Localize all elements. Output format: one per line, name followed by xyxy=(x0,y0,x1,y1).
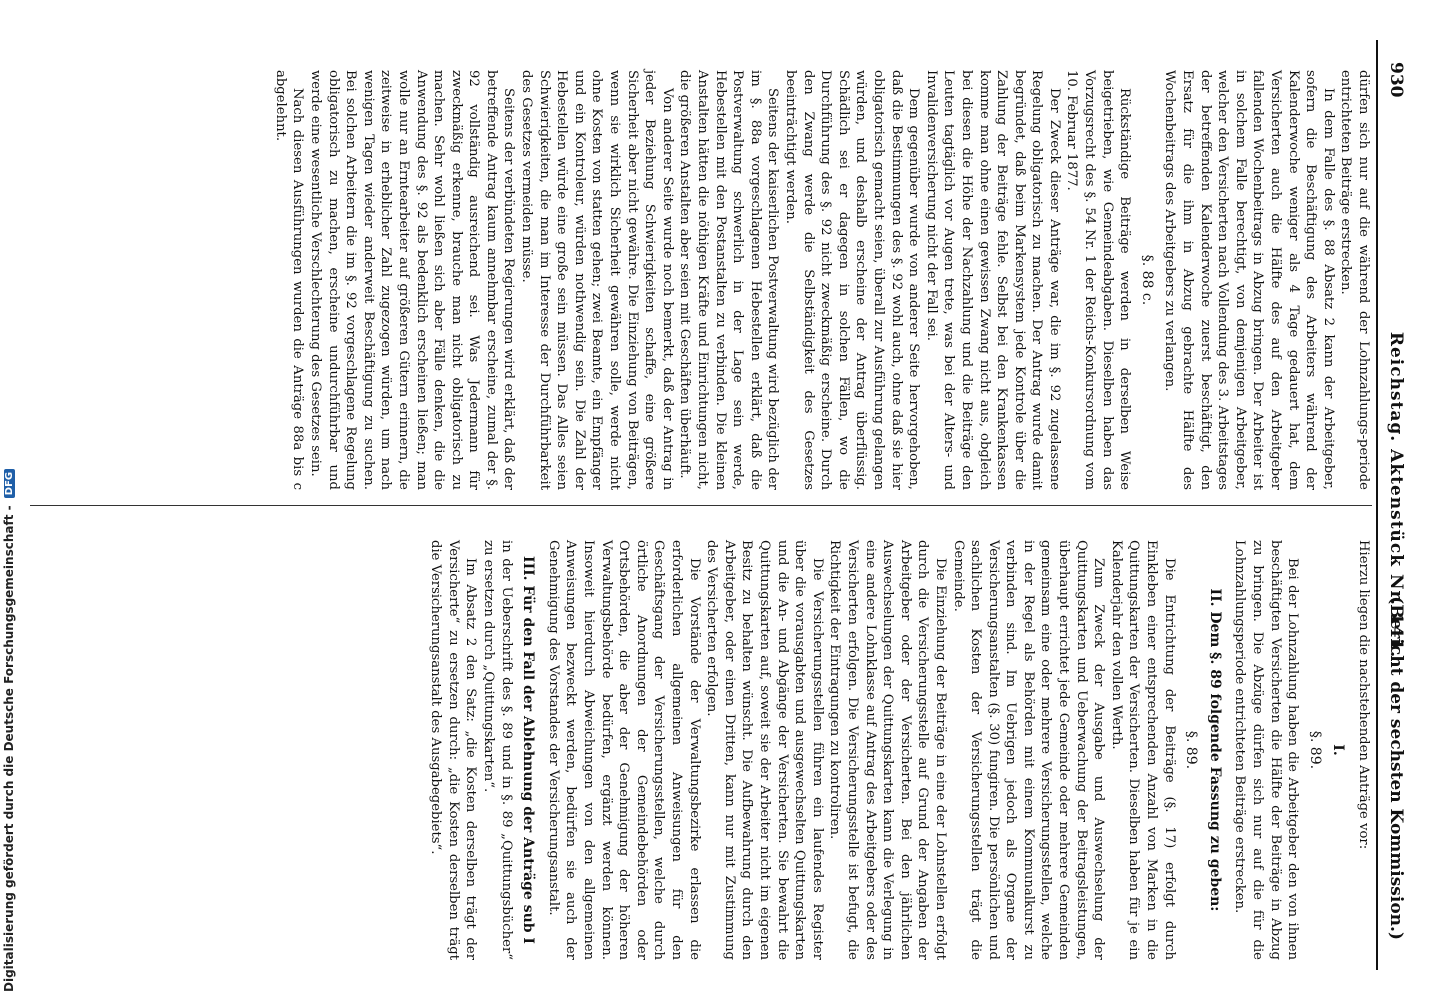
paragraph: in der Ueberschrift des §. 89 und in §. 89 „Quittungsbücher“ zu ersetzen durch „Quittungskarten“. xyxy=(481,540,514,960)
right-column xyxy=(427,540,1372,960)
paragraph: Hierzu liegen die nachstehenden Anträge vor: xyxy=(1356,540,1371,850)
credit-text: Digitalisierung gefördert durch die Deutsche Forschungsgemeinschaft - xyxy=(2,505,16,992)
section-heading: §. 89. xyxy=(1183,730,1200,770)
document-subtitle: (Bericht der sechsten Kommission.) xyxy=(1386,596,1406,940)
paragraph: Dem gegenüber wurde von anderer Seite hervorgehoben, daß die Bestimmungen des §. 92 wohl auch, ohne daß sie hier obligatorisch gemacht seien, überall zur Ausführung gelangen würden, und deshalb erscheine der Antrag überflüssig. Schädlich sei er dagegen in solchen Fällen, wo die Durchführung des §. 92 nicht zweckmäßig erscheine. Durch den Zwang werde die Selbständigkeit des Gesetzes beeinträchtigt werden. xyxy=(783,70,922,490)
paragraph: Seitens der kaiserlichen Postverwaltung wird bezüglich der im §. 88a vorgeschlagenen Hebestellen erklärt, daß die Postverwaltung schwerlich in der Lage sein werde, Hebestellen mit den Postanstalten zu verbinden. Die kleinen Anstalten hätten die nöthigen Kräfte und Einrichtungen nicht, die größeren Anstalten aber seien mit Geschäften überhäuft. xyxy=(677,70,781,490)
paragraph: dürfen sich nur auf die während der Lohnzahlungs-periode entrichteten Beiträge erstrecken. xyxy=(1338,70,1371,490)
paragraph: Der Zweck dieser Anträge war, die im §. 92 zugelassene Regelung obligatorisch zu machen. Der Antrag wurde damit begründet, daß beim Markensystem jede Kontrole über die Zahlung der Beiträge fehle. Selbst bei den Krankenkassen komme man ohne einen gewissen Zwang nicht aus, obgleich bei diesen die Höhe der Nachzahlung und die Beiträge den Leuten tagtäglich vor Augen trete, was bei der Alters- und Invalidenversicherung nicht der Fall sei. xyxy=(923,70,1062,490)
paragraph: Rückständige Beiträge werden in derselben Weise beigetrieben, wie Gemeindeabgaben. Dieselben haben das Vorzugsrecht des §. 54 Nr. 1 der Reichs-Konkursordnung vom 10. Februar 1877. xyxy=(1064,70,1133,490)
subheading: I. xyxy=(1330,744,1347,756)
paragraph: Nach diesen Ausführungen wurden die Anträge 88a bis c abgelehnt. xyxy=(272,70,306,490)
paragraph: Die Versicherungsstellen führen ein laufendes Register über die vorausgabten und ausgewechselten Quittungskarten und die An- und Abgänge der Versicherten. Sie bewahrt die Quittungskarten auf, soweit sie der Arbeiter nicht im eigenen Besitz zu behalten wünscht. Die Aufbewahrung durch den Arbeitgeber, oder einen Dritten, kann nur mit Zustimmung des Versicherten erfolgen. xyxy=(704,540,825,960)
paragraph: In dem Falle des §. 88 Absatz 2 kann der Arbeitgeber, sofern die Beschäftigung des Arbeiters während der Kalenderwoche weniger als 4 Tage gedauert hat, dem Versicherten auch die Hälfte des auf den Arbeitgeber fallenden Wochenbeitrags in Abzug bringen. Der Arbeiter ist in solchem Falle berechtigt, von demjenigen Arbeitgeber, welcher den Versicherten nach Vollendung des 3. Arbeitstages der betreffenden Kalenderwoche zuerst beschäftigt, den Ersatz für die ihm in Abzug gebrachte Hälfte des Wochenbeitrags des Arbeitgebers zu verlangen. xyxy=(1162,70,1336,490)
page-number: 930 xyxy=(1386,62,1406,98)
paragraph: Bei der Lohnzahlung haben die Arbeitgeber den von ihnen beschäftigten Versicherten die Hälfte der Beiträge in Abzug zu bringen. Die Abzüge dürfen sich nur auf die für die Lohnzahlungsperiode entrichteten Beiträge erstrecken. xyxy=(1232,540,1301,960)
paragraph: Die Vorstände der Verwaltungsbezirke erlassen die erforderlichen allgemeinen Anweisungen für den Geschäftsgang der Versicherungsstellen, welche durch örtliche Anordnungen der Gemeindebehörden oder Ortsbehörden, die aber der Genehmigung der höheren Verwaltungsbehörde bedürfen, ergänzt werden können. Insoweit hierdurch Abweichungen von den allgemeinen Anweisungen bezweckt werden, bedürfen sie auch der Genehmigung des Vorstandes der Versicherungsanstalt. xyxy=(545,540,702,960)
section-heading: §. 89. xyxy=(1306,730,1323,770)
paragraph: Zum Zweck der Ausgabe und Auswechselung der Quittungskarten und Ueberwachung der Beitragsleistungen, überhaupt errichtet jede Gemeinde oder mehrere Gemeinden gemeinsam eine oder mehrere Versicherungsstellen, welche in der Regel als Behörden mit einem Kommunalkurst zu verbinden sind. Im Uebrigen jedoch als Organe der Versicherungsanstalten (§. 30) fungiren. Die persönlichen und sachlichen Kosten der Versicherungsstellen trägt die Gemeinde. xyxy=(950,540,1107,960)
paragraph: Die Einziehung der Beiträge in eine der Lohnstellen erfolgt durch die Versicherungsstelle auf Grund der Angaben der Arbeitgeber oder der Versicherten. Bei den jährlichen Auswechselungen der Quittungskarten kann die Verlegung in eine andere Lohnklasse auf Antrag des Arbeitgebers oder des Versicherten erfolgen. Die Versicherungsstelle ist befugt, die Richtigkeit der Eintragungen zu kontroliren. xyxy=(827,540,948,960)
subheading: II. Dem §. 89 folgende Fassung zu geben: xyxy=(1206,588,1223,912)
column-divider xyxy=(30,505,1372,506)
subheading: III. Für den Fall der Ablehnung der Anträge sub I xyxy=(520,556,537,944)
page-header xyxy=(1382,50,1410,940)
paragraph: Die Entrichtung der Beiträge (§. 17) erfolgt durch Einkleben einer entsprechenden Anzahl von Marken in die Quittungskarten der Versicherten. Dieselben haben für je ein Kalenderjahr den vollen Werth. xyxy=(1108,540,1177,960)
section-heading: §. 88 c. xyxy=(1138,254,1155,306)
paragraph: Von anderer Seite wurde noch bemerkt, daß der Antrag in jeder Beziehung Schwierigkeiten schaffe, eine größere Sicherheit aber nicht gewähre. Die Einziehung von Beiträgen, wenn sie wirklich Sicherheit gewähren solle, werde nicht ohne Kosten von statten gehen; zwei Beamte, ein Empfänger und ein Kontroleur, würden nothwendig sein. Die Zahl der Hebestellen würde eine große sein müssen. Das Alles seien Schwierigkeiten, die man im Interesse der Durchführbarkeit des Gesetzes vermeiden müsse. xyxy=(519,70,675,490)
footer-credit xyxy=(0,0,22,1000)
left-column xyxy=(271,70,1372,490)
header-rule xyxy=(1376,40,1378,970)
document-title: Reichstag. Aktenstück Nr. 141. xyxy=(1386,331,1406,659)
paragraph: Seitens der verbündeten Regierungen wird erklärt, daß der betreffende Antrag kaum annehmbar erscheine, zumal der §. 92 vollständig ausreichend sei. Was Jedermann für zweckmäßig erkenne, brauche man nicht obligatorisch zu machen. Sehr wohl ließen sich aber Fälle denken, die die Anwendung des §. 92 als bedenklich erscheinen ließen; man wolle nur an Erntearbeiter auf größeren Gütern erinnern, die zeitweise in erheblicher Zahl zugezogen würden, um nach wenigen Tagen wieder anderweit Beschäftigung zu suchen. Bei solchen Arbeitern die im §. 92 vorgeschlagene Regelung obligatorisch zu machen, erscheine undurchführbar und werde eine wesentliche Verschlechterung des Gesetzes sein. xyxy=(307,70,517,490)
dfg-logo: DFG xyxy=(4,469,15,498)
paragraph: Im Absatz 2 den Satz: „die Kosten derselben trägt der Versicherte“ zu ersetzen durch: „die Kosten derselben trägt die Versicherungsanstalt des Ausgabegebiets“. xyxy=(428,540,479,960)
